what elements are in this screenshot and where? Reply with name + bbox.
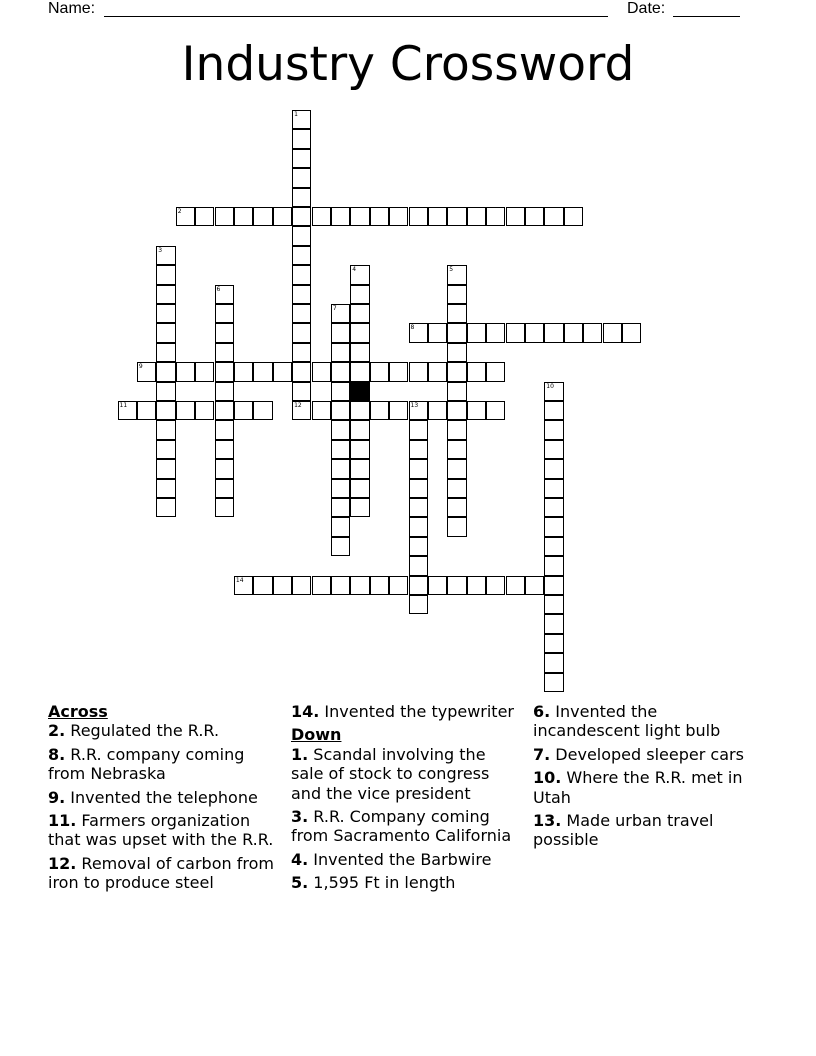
clues-column-3	[533, 702, 763, 854]
name-label: Name:	[48, 0, 96, 17]
grid-cell[interactable]	[544, 459, 563, 478]
grid-cell[interactable]	[292, 576, 311, 595]
date-label: Date:	[627, 0, 666, 17]
clue-text: Invented the incandescent light bulb	[533, 702, 721, 741]
cell-number-2: 2	[177, 208, 182, 215]
clue-down-13	[533, 811, 763, 850]
grid-cell[interactable]	[525, 323, 544, 342]
grid-cell[interactable]	[486, 207, 505, 226]
clue-down-7	[533, 745, 763, 764]
grid-cell[interactable]	[331, 362, 350, 381]
grid-cell[interactable]	[292, 265, 311, 284]
grid-cell[interactable]	[370, 207, 389, 226]
grid-cell[interactable]	[525, 576, 544, 595]
cell-number-1: 1	[294, 111, 298, 118]
cell-number-6: 6	[216, 285, 221, 293]
grid-cell[interactable]	[544, 595, 563, 614]
clue-across-11	[48, 811, 283, 850]
grid-cell[interactable]	[467, 207, 486, 226]
clue-number: 11.	[48, 811, 77, 831]
grid-cell[interactable]	[156, 440, 175, 459]
cell-number-13: 13	[410, 402, 419, 409]
clues-column-2	[291, 702, 523, 897]
grid-cell[interactable]	[389, 362, 408, 381]
grid-cell[interactable]	[447, 323, 466, 342]
grid-cell[interactable]	[544, 517, 563, 536]
grid-cell[interactable]	[428, 362, 447, 381]
grid-cell[interactable]	[544, 401, 563, 420]
grid-cell[interactable]	[137, 401, 156, 420]
cell-number-9: 9	[138, 363, 143, 371]
grid-cell[interactable]	[331, 440, 350, 459]
grid-cell[interactable]	[195, 401, 214, 420]
grid-cell[interactable]	[312, 401, 331, 420]
grid-cell[interactable]	[447, 401, 466, 420]
grid-cell[interactable]	[409, 498, 428, 517]
clue-across-14	[291, 702, 523, 721]
cell-number-5: 5	[449, 266, 454, 274]
grid-cell[interactable]	[467, 401, 486, 420]
grid-cell[interactable]	[176, 362, 195, 381]
grid-cell[interactable]	[525, 207, 544, 226]
cell-number-4: 4	[352, 266, 357, 274]
grid-cell[interactable]	[331, 401, 350, 420]
clue-number: 2.	[48, 721, 66, 741]
black-cell	[350, 382, 369, 401]
grid-cell[interactable]	[292, 168, 311, 187]
clue-across-2	[48, 721, 283, 740]
clue-text: R.R. company coming from Nebraska	[48, 744, 245, 784]
grid-cell[interactable]	[428, 401, 447, 420]
grid-cell[interactable]	[215, 362, 234, 381]
grid-cell[interactable]	[234, 362, 253, 381]
grid-cell[interactable]	[253, 362, 272, 381]
grid-cell[interactable]	[447, 517, 466, 536]
grid-cell[interactable]	[544, 498, 563, 517]
grid-cell[interactable]	[176, 401, 195, 420]
grid-cell[interactable]	[215, 459, 234, 478]
clue-text: Invented the typewriter	[319, 702, 514, 721]
grid-cell[interactable]	[350, 479, 369, 498]
grid-cell[interactable]	[350, 420, 369, 439]
clue-text: Regulated the R.R.	[65, 721, 220, 741]
grid-cell[interactable]	[331, 382, 350, 401]
grid-cell[interactable]	[447, 576, 466, 595]
clue-across-9	[48, 788, 283, 807]
grid-cell[interactable]	[156, 382, 175, 401]
grid-cell[interactable]	[409, 207, 428, 226]
cell-number-12: 12	[294, 402, 302, 409]
clue-number: 8.	[48, 744, 66, 764]
grid-cell[interactable]	[409, 362, 428, 381]
grid-cell[interactable]	[544, 420, 563, 439]
grid-cell[interactable]	[331, 576, 350, 595]
grid-cell[interactable]	[409, 556, 428, 575]
grid-cell[interactable]	[350, 401, 369, 420]
grid-cell[interactable]	[409, 537, 428, 556]
grid-cell[interactable]	[409, 459, 428, 478]
grid-cell[interactable]	[312, 207, 331, 226]
grid-cell[interactable]	[447, 343, 466, 362]
grid-cell[interactable]	[544, 653, 563, 672]
grid-cell[interactable]	[409, 576, 428, 595]
clue-number: 10.	[533, 768, 562, 788]
grid-cell[interactable]	[215, 440, 234, 459]
grid-cell[interactable]	[544, 440, 563, 459]
grid-cell[interactable]	[428, 323, 447, 342]
grid-cell[interactable]	[215, 401, 234, 420]
clue-number: 4.	[291, 849, 309, 869]
grid-cell[interactable]	[292, 362, 311, 381]
down-heading: Down	[291, 725, 342, 745]
clue-number: 9.	[48, 787, 66, 807]
grid-cell[interactable]	[215, 382, 234, 401]
grid-cell[interactable]	[564, 207, 583, 226]
grid-cell[interactable]	[350, 362, 369, 381]
grid-cell[interactable]	[156, 323, 175, 342]
grid-cell[interactable]	[253, 207, 272, 226]
clue-down-6	[533, 702, 763, 741]
grid-cell[interactable]	[544, 537, 563, 556]
clue-text: 1,595 Ft in length	[308, 873, 456, 893]
clue-down-3	[291, 807, 523, 846]
grid-cell[interactable]	[447, 440, 466, 459]
grid-cell[interactable]	[292, 207, 311, 226]
grid-cell[interactable]	[370, 362, 389, 381]
grid-cell[interactable]	[428, 576, 447, 595]
grid-cell[interactable]	[156, 420, 175, 439]
grid-cell[interactable]	[215, 343, 234, 362]
grid-cell[interactable]	[292, 226, 311, 245]
cell-number-11: 11	[119, 402, 128, 409]
grid-cell[interactable]	[331, 479, 350, 498]
grid-cell[interactable]	[331, 459, 350, 478]
grid-cell[interactable]	[273, 207, 292, 226]
grid-cell[interactable]	[544, 634, 563, 653]
grid-cell[interactable]	[234, 207, 253, 226]
grid-cell[interactable]	[370, 576, 389, 595]
clue-across-8	[48, 745, 283, 784]
clue-number: 1.	[291, 744, 309, 764]
cell-number-8: 8	[410, 324, 415, 332]
clue-number: 7.	[533, 744, 551, 764]
grid-cell[interactable]	[389, 207, 408, 226]
grid-cell[interactable]	[234, 401, 253, 420]
grid-cell[interactable]	[544, 556, 563, 575]
grid-cell[interactable]	[312, 576, 331, 595]
clue-number: 6.	[533, 702, 551, 721]
grid-cell[interactable]	[506, 323, 525, 342]
grid-cell[interactable]	[273, 362, 292, 381]
grid-cell[interactable]	[331, 343, 350, 362]
grid-cell[interactable]	[564, 323, 583, 342]
grid-cell[interactable]	[583, 323, 602, 342]
grid-cell[interactable]	[428, 207, 447, 226]
grid-cell[interactable]	[331, 517, 350, 536]
grid-cell[interactable]	[156, 362, 175, 381]
grid-cell[interactable]	[156, 285, 175, 304]
grid-cell[interactable]	[195, 362, 214, 381]
grid-cell[interactable]	[156, 401, 175, 420]
grid-cell[interactable]	[370, 401, 389, 420]
grid-cell[interactable]	[389, 576, 408, 595]
grid-cell[interactable]	[312, 362, 331, 381]
grid-cell[interactable]	[603, 323, 622, 342]
grid-cell[interactable]	[350, 323, 369, 342]
grid-cell[interactable]	[292, 129, 311, 148]
grid-cell[interactable]	[447, 459, 466, 478]
grid-cell[interactable]	[467, 323, 486, 342]
grid-cell[interactable]	[215, 420, 234, 439]
grid-cell[interactable]	[331, 498, 350, 517]
grid-cell[interactable]	[292, 304, 311, 323]
grid-cell[interactable]	[486, 362, 505, 381]
grid-cell[interactable]	[350, 440, 369, 459]
page-title: Industry Crossword	[181, 37, 635, 92]
grid-cell[interactable]	[447, 285, 466, 304]
grid-cell[interactable]	[486, 401, 505, 420]
clue-down-4	[291, 850, 523, 869]
grid-cell[interactable]	[506, 576, 525, 595]
clue-text: Invented the Barbwire	[308, 849, 492, 869]
grid-cell[interactable]	[215, 207, 234, 226]
grid-cell[interactable]	[195, 207, 214, 226]
grid-cell[interactable]	[350, 304, 369, 323]
clue-number: 12.	[48, 853, 77, 873]
grid-cell[interactable]	[544, 479, 563, 498]
grid-cell[interactable]	[506, 207, 525, 226]
grid-cell[interactable]	[467, 576, 486, 595]
grid-cell[interactable]	[156, 479, 175, 498]
grid-cell[interactable]	[292, 188, 311, 207]
grid-cell[interactable]	[447, 479, 466, 498]
grid-cell[interactable]	[447, 207, 466, 226]
clue-number: 5.	[291, 873, 309, 893]
grid-cell[interactable]	[292, 285, 311, 304]
grid-cell[interactable]	[292, 382, 311, 401]
grid-cell[interactable]	[447, 382, 466, 401]
grid-cell[interactable]	[544, 576, 563, 595]
grid-cell[interactable]	[409, 517, 428, 536]
clue-text: Developed sleeper cars	[550, 744, 744, 764]
grid-cell[interactable]	[331, 207, 350, 226]
grid-cell[interactable]	[389, 401, 408, 420]
grid-cell[interactable]	[292, 343, 311, 362]
grid-cell[interactable]	[156, 304, 175, 323]
cell-number-10: 10	[546, 382, 554, 390]
cell-number-7: 7	[332, 305, 337, 312]
grid-cell[interactable]	[331, 323, 350, 342]
grid-cell[interactable]	[486, 576, 505, 595]
grid-cell[interactable]	[350, 285, 369, 304]
grid-cell[interactable]	[447, 304, 466, 323]
grid-cell[interactable]	[622, 323, 641, 342]
grid-cell[interactable]	[409, 420, 428, 439]
clue-down-1	[291, 745, 523, 803]
grid-cell[interactable]	[215, 498, 234, 517]
grid-cell[interactable]	[467, 362, 486, 381]
grid-cell[interactable]	[156, 459, 175, 478]
grid-cell[interactable]	[544, 614, 563, 633]
clue-text: Made urban travel possible	[533, 811, 714, 850]
clue-text: R.R. Company coming from Sacramento California	[291, 807, 512, 846]
grid-cell[interactable]	[544, 207, 563, 226]
grid-cell[interactable]	[156, 343, 175, 362]
grid-cell[interactable]	[544, 323, 563, 342]
grid-cell[interactable]	[156, 498, 175, 517]
cell-number-3: 3	[158, 246, 163, 254]
clue-text: Farmers organization that was upset with the R.R.	[48, 811, 274, 850]
grid-cell[interactable]	[350, 576, 369, 595]
grid-cell[interactable]	[350, 343, 369, 362]
clue-across-12	[48, 854, 283, 893]
clue-number: 3.	[291, 807, 309, 827]
grid-cell[interactable]	[331, 537, 350, 556]
clues-column-1	[48, 702, 283, 897]
grid-cell[interactable]	[215, 479, 234, 498]
grid-cell[interactable]	[350, 459, 369, 478]
grid-cell[interactable]	[409, 440, 428, 459]
grid-cell[interactable]	[292, 323, 311, 342]
clue-text: Where the R.R. met in Utah	[533, 768, 743, 807]
grid-cell[interactable]	[447, 362, 466, 381]
grid-cell[interactable]	[486, 323, 505, 342]
clue-number: 14.	[291, 702, 320, 721]
grid-cell[interactable]	[292, 246, 311, 265]
clue-number: 13.	[533, 811, 562, 831]
clue-text: Scandal involving the sale of stock to congress and the vice president	[291, 744, 490, 803]
grid-cell[interactable]	[350, 207, 369, 226]
cell-number-14: 14	[235, 576, 244, 584]
grid-cell[interactable]	[156, 265, 175, 284]
grid-cell[interactable]	[253, 401, 272, 420]
grid-cell[interactable]	[215, 323, 234, 342]
grid-cell[interactable]	[253, 576, 272, 595]
grid-cell[interactable]	[409, 479, 428, 498]
grid-cell[interactable]	[292, 149, 311, 168]
grid-cell[interactable]	[331, 420, 350, 439]
clue-down-10	[533, 768, 763, 807]
across-heading: Across	[48, 702, 108, 721]
clue-down-5	[291, 873, 523, 892]
grid-cell[interactable]	[447, 420, 466, 439]
grid-cell[interactable]	[215, 304, 234, 323]
grid-cell[interactable]	[273, 576, 292, 595]
grid-cell[interactable]	[409, 595, 428, 614]
grid-cell[interactable]	[350, 498, 369, 517]
clue-text: Removal of carbon from iron to produce steel	[48, 853, 274, 893]
grid-cell[interactable]	[544, 673, 563, 692]
grid-cell[interactable]	[447, 498, 466, 517]
clue-text: Invented the telephone	[65, 787, 258, 807]
